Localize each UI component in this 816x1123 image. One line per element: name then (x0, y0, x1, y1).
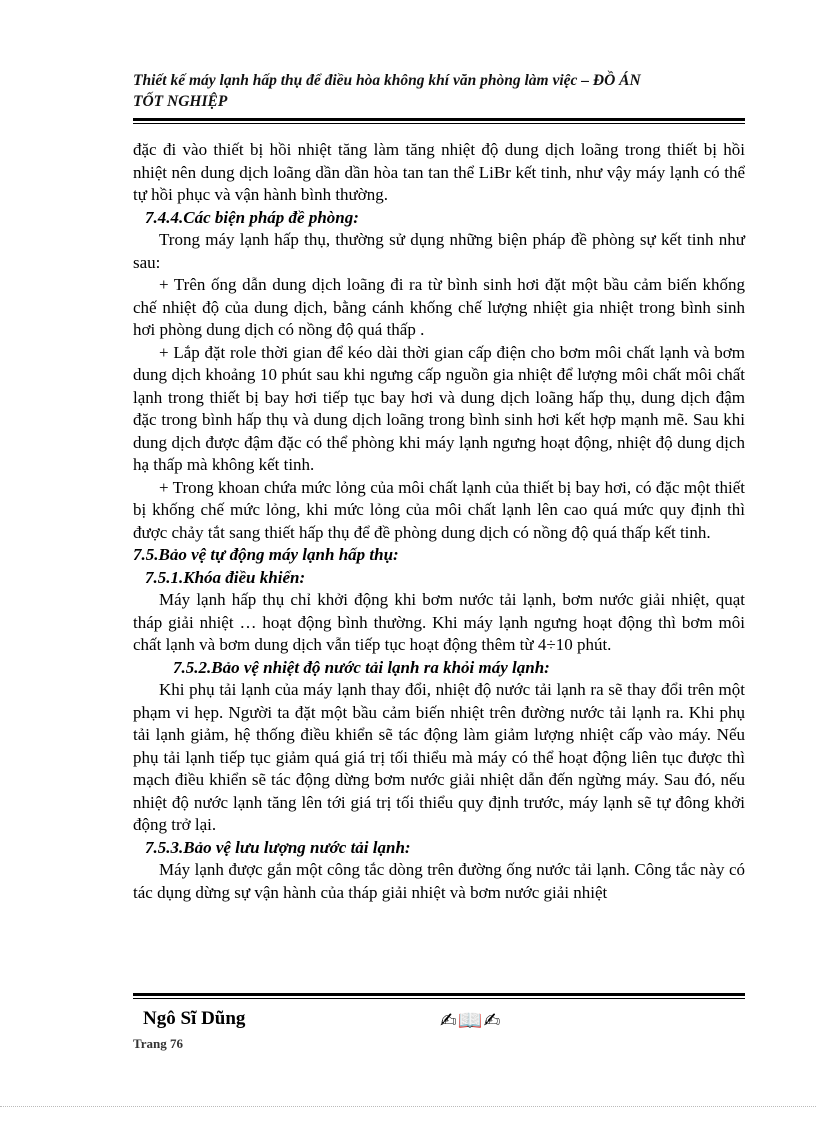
footer-divider-thin (133, 998, 745, 999)
document-body (133, 139, 745, 904)
footer-divider (133, 993, 745, 996)
header-title-line1: Thiết kế máy lạnh hấp thụ để điều hòa không khí văn phòng làm việc – ĐỒ ÁN (133, 72, 641, 89)
subsection-heading: 7.5.3.Bảo vệ lưu lượng nước tải lạnh: (145, 837, 411, 857)
section-heading: 7.4.4.Các biện pháp đề phòng: (145, 207, 359, 227)
page-number: Trang 76 (133, 1036, 183, 1051)
paragraph: + Trên ống dẫn dung dịch loãng đi ra từ bình sinh hơi đặt một bầu cảm biến khống chế nhiệt độ của dung dịch, bằng cánh khống chế lượng nhiệt gia nhiệt trong bình sinh hơi phòng dung dịch có nồng độ quá thấp . (133, 275, 745, 339)
author-name: Ngô Sĩ Dũng (143, 1008, 246, 1029)
paragraph: Máy lạnh được gắn một công tắc dòng trên đường ống nước tải lạnh. Công tắc này có tác dụng dừng sự vận hành của tháp giải nhiệt và bơm nước giải nhiệt (133, 860, 745, 902)
paragraph: + Trong khoan chứa mức lỏng của môi chất lạnh của thiết bị bay hơi, có đặc một thiết bị khống chế mức lỏng, khi mức lỏng của môi chất lạnh lên cao quá mức quy định thì được chảy tắt sang thiết hấp thụ để đề phòng dung dịch có nồng độ quá thấp kết tinh. (133, 477, 745, 542)
header-title-line2: TỐT NGHIỆP (133, 93, 228, 110)
paragraph: Máy lạnh hấp thụ chỉ khởi động khi bơm nước tải lạnh, bơm nước giải nhiệt, quạt tháp giải nhiệt … hoạt động bình thường. Khi máy lạnh ngưng hoạt động thì bơm môi chất lạnh và bơm dung dịch vẫn tiếp tục hoạt động thêm từ 4÷10 phút. (133, 590, 745, 654)
page-bottom-border (0, 1106, 816, 1107)
book-pen-icon: ✍📖✍ (440, 1008, 502, 1032)
paragraph: Trong máy lạnh hấp thụ, thường sử dụng những biện pháp đề phòng sự kết tinh như sau: (133, 230, 745, 272)
header-divider (133, 118, 745, 121)
header-divider-thin (133, 123, 745, 124)
paragraph: Khi phụ tải lạnh của máy lạnh thay đổi, nhiệt độ nước tải lạnh ra sẽ thay đổi trên một phạm vi hẹp. Người ta đặt một bầu cảm biến nhiệt trên đường nước tải lạnh ra. Khi phụ tải lạnh giảm, hệ thống điều khiển sẽ tác động làm giảm lượng nhiệt cấp vào máy. Nếu phụ tải lạnh tiếp tục giảm quá giá trị tối thiểu mà máy có thể hoạt động liên tục được thì mạch điều khiển sẽ tác động dừng bơm nước giải nhiệt dẫn đến ngừng máy. Sau đó, nếu nhiệt độ nước lạnh tăng lên tới giá trị tối thiểu quy định trước, máy lạnh sẽ tự đông khởi động trở lại. (133, 680, 745, 834)
paragraph: + Lắp đặt role thời gian để kéo dài thời gian cấp điện cho bơm môi chất lạnh và bơm dung dịch khoảng 10 phút sau khi ngưng cấp nguồn gia nhiệt để lượng môi chất môi chất lạnh trong thiết bị bay hơi tiếp tục bay hơi và dung dịch loãng hấp thụ, dung dịch đậm đặc trong bình hấp thụ và dung dịch loãng trong bình sinh hơi kết hợp mạnh mẽ. Sau khi dung dịch được đậm đặc có thể phòng khi máy lạnh ngưng hoạt động, nhiệt độ dung dịch hạ thấp mà không kết tinh. (133, 342, 745, 474)
paragraph: đặc đi vào thiết bị hồi nhiệt tăng làm tăng nhiệt độ dung dịch loãng trong thiết bị hồi nhiệt nên dung dịch loãng dần dần hòa tan tan thể LiBr kết tinh, như vậy máy lạnh có thể tự hồi phục và vận hành bình thường. (133, 140, 745, 204)
page-header (133, 70, 745, 112)
subsection-heading: 7.5.1.Khóa điều khiển: (145, 567, 306, 587)
section-heading: 7.5.Bảo vệ tự động máy lạnh hấp thụ: (133, 545, 399, 564)
subsection-heading: 7.5.2.Bảo vệ nhiệt độ nước tải lạnh ra khỏi máy lạnh: (173, 657, 550, 677)
